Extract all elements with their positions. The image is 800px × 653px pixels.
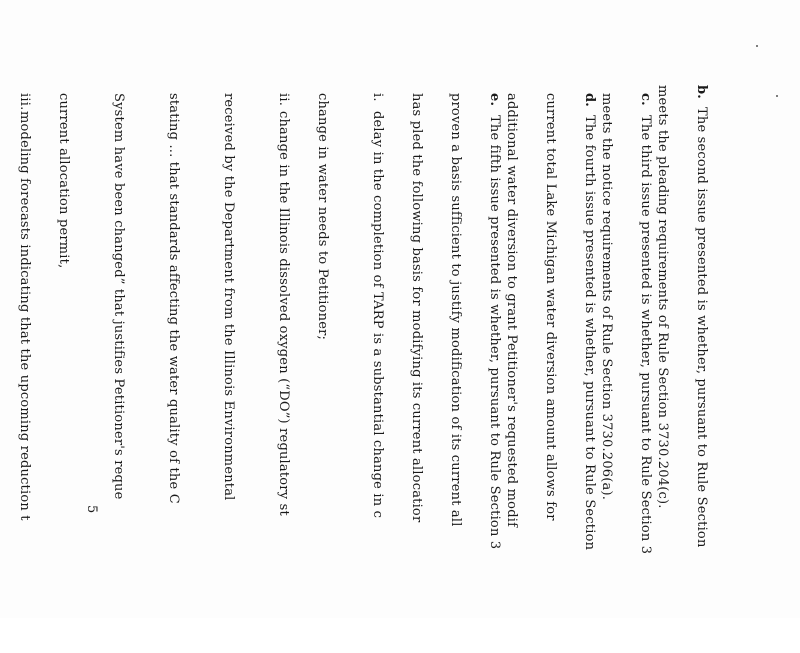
- issue-line: [581, 93, 598, 653]
- issue-item-e: [0, 93, 503, 625]
- issue-text: The third issue presented is whether, pursuant to Rule Section 3: [638, 115, 653, 555]
- issue-text: The fifth issue presented is whether, pursuant to Rule Section 3: [487, 115, 502, 550]
- issue-label: c.: [638, 93, 653, 106]
- issue-line: meets the notice requirements of Rule Section 3730.206(a).: [599, 93, 614, 501]
- subitem-line: [0, 93, 16, 653]
- subitem-line: [16, 93, 55, 653]
- subitem-text: delay in the completion of TARP is a substantial change in c: [370, 111, 385, 519]
- document-body: [17, 85, 710, 625]
- issue-label: e.: [487, 93, 502, 107]
- subitem-line: System have been changed” that justifies Petitioner's reque: [111, 93, 126, 500]
- scan-speck: [776, 95, 778, 97]
- issue-line: [486, 93, 503, 653]
- issue-item-d: [503, 93, 598, 625]
- subitem-label: iii.: [17, 93, 32, 111]
- subitem-line: current allocation permit,: [56, 93, 71, 269]
- subitem-line: [369, 93, 408, 653]
- issue-line: [637, 93, 654, 653]
- issue-item-b: [654, 85, 710, 625]
- subitem-text: change in the Illinois dissolved oxygen (“DO”) regulatory st: [276, 111, 291, 516]
- subitem-line: [275, 93, 314, 653]
- issue-text: The second issue presented is whether, pursuant to Rule Section: [694, 107, 709, 548]
- issue-line: current total Lake Michigan water diversion amount allows for: [543, 93, 558, 521]
- issue-item-c: [598, 93, 654, 625]
- subitem-label: i.: [370, 93, 385, 102]
- scan-speck: [756, 45, 758, 47]
- page-number: 5: [84, 505, 99, 514]
- subitem-line: change in water needs to Petitioner;: [315, 93, 330, 341]
- issue-line: meets the pleading requirements of Rule Section 3730.204(c).: [655, 85, 670, 509]
- issue-line: [693, 85, 710, 645]
- issue-label: b.: [694, 85, 709, 100]
- subitem-line: stating ... that standards affecting the water quality of the C: [166, 93, 181, 504]
- subitem-text: modeling forecasts indicating that the upcoming reduction t: [17, 111, 32, 521]
- issue-line: has pled the following basis for modifying its current allocatior: [409, 93, 424, 523]
- issue-line: proven a basis sufficient to justify modification of its current all: [448, 93, 463, 527]
- issue-text: The fourth issue presented is whether, pursuant to Rule Section: [582, 115, 597, 551]
- issue-line: additional water diversion to grant Petitioner's requested modif: [504, 93, 519, 528]
- subitem-line: received by the Department from the Illinois Environmental: [221, 93, 236, 501]
- subitem-label: ii.: [276, 93, 291, 107]
- issue-label: d.: [582, 93, 597, 108]
